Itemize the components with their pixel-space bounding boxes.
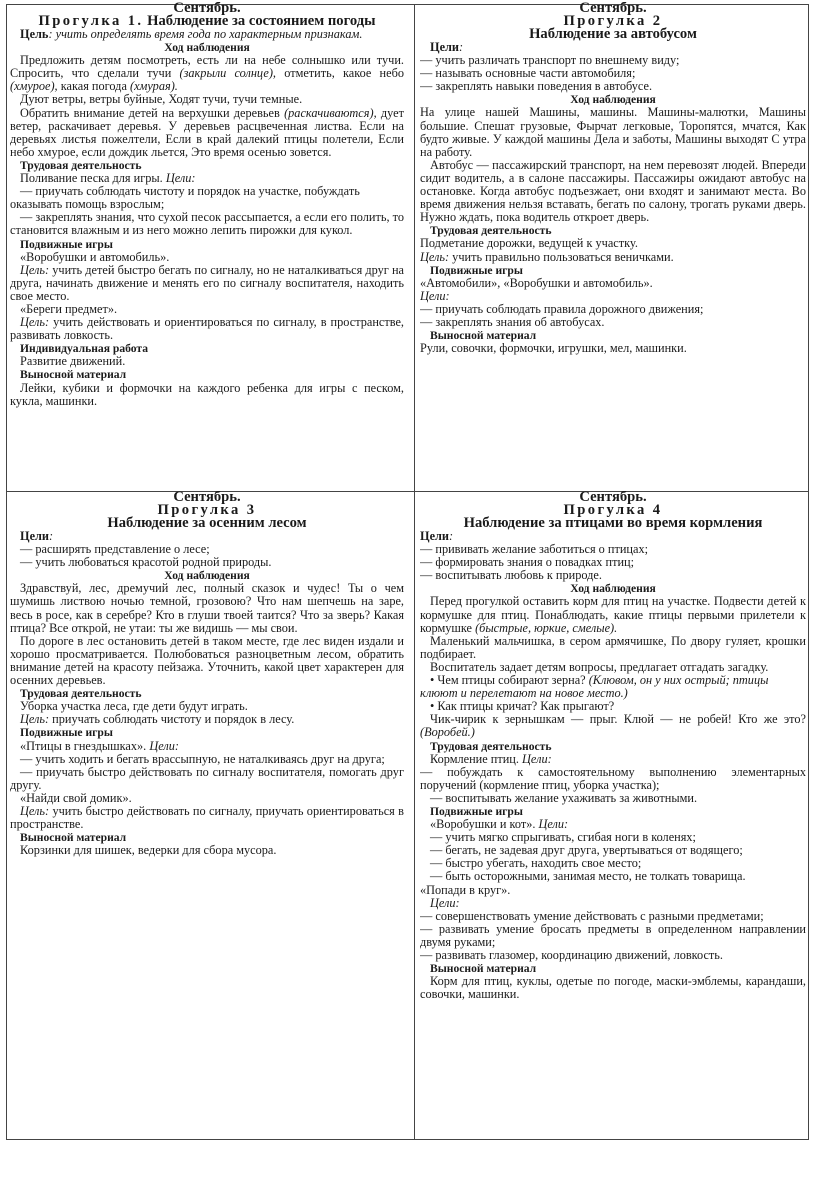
month-label: Сентябрь. xyxy=(579,491,647,505)
goal-item: — учить любоваться красотой родной природы. xyxy=(20,555,272,570)
walk-1-heading xyxy=(10,2,404,28)
game-goal: — учить ходить и бегать врассыпную, не наталкиваясь друг на друга; xyxy=(20,751,385,766)
game-name: «Береги предмет». xyxy=(20,301,118,316)
walk-title: Наблюдение за автобусом xyxy=(529,26,697,42)
goal-item: — называть основные части автомобиля; xyxy=(420,66,636,81)
walk-title: Наблюдение за птицами во время кормления xyxy=(463,515,763,531)
games-heading: Подвижные игры xyxy=(430,263,523,277)
month-label: Сентябрь. xyxy=(579,2,647,16)
goals-label: Цели xyxy=(420,529,450,543)
walk-number: Прогулка 4 xyxy=(563,502,663,518)
game-goal: — бегать, не задевая друг друга, увертываться от водящего; xyxy=(430,843,743,858)
goals-label: Цели xyxy=(430,40,460,54)
game-goal: — учить мягко спрыгивать, сгибая ноги в коленях; xyxy=(430,830,696,845)
goal-item: — прививать желание заботиться о птицах; xyxy=(420,542,649,557)
poem-text: Маленький мальчишка, в сером армячишке, По двору гуляет, крошки подбирает. xyxy=(420,633,806,661)
game-goal: — приучать быстро действовать по сигналу воспитателя, помогать друг другу. xyxy=(10,764,404,792)
walk-number: Прогулка 1. xyxy=(38,13,144,29)
game-goal: учить быстро действовать по сигналу, приучать ориентироваться в пространстве. xyxy=(10,803,404,832)
game-goals-label: Цели: xyxy=(538,817,569,832)
game-goals-label: Цели: xyxy=(430,895,460,910)
question-2: • Как птицы кричат? Как прыгают? xyxy=(430,699,615,714)
game-goals-label: Цели: xyxy=(420,288,450,303)
walk-1-cell xyxy=(10,2,404,484)
game-name: «Воробушки и автомобиль». xyxy=(20,249,170,264)
work-task: Уборка участка леса, где дети будут играть. xyxy=(20,699,248,714)
observation-paragraph: Воспитатель задает детям вопросы, предлагает отгадать загадку. xyxy=(430,659,769,674)
work-goal-label: Цель: xyxy=(420,249,450,264)
game-goal: учить детей быстро бегать по сигналу, но не наталкиваться друг на друга, начинать движение и менять его по сигналу воспитателя, находить свое место. xyxy=(10,262,404,303)
observation-heading: Ход наблюдения xyxy=(164,41,250,55)
observation-paragraph: Автобус — пассажирский транспорт, на нем перевозят людей. Впереди сидит водитель, а в салоне пассажиры. Пассажиры ожидают автобус на остановке. Когда автобус подъезжает, они входят и занимают места. Во время движения нельзя вставать, бегать по салону, трогать руками дверь. Нужно ждать, пока водитель откроет дверь. xyxy=(420,157,806,225)
work-task: Подметание дорожки, ведущей к участку. xyxy=(420,236,638,251)
materials-text: Рули, совочки, формочки, игрушки, мел, машинки. xyxy=(420,341,687,356)
work-goal: — воспитывать желание ухаживать за животными. xyxy=(430,790,698,805)
observation-heading: Ход наблюдения xyxy=(570,582,656,596)
materials-heading: Выносной материал xyxy=(430,962,537,976)
work-goal: приучать соблюдать чистоту и порядок в лесу. xyxy=(52,712,295,727)
work-heading: Трудовая деятельность xyxy=(430,224,552,238)
riddle-text: Чик-чирик к зернышкам — прыг. Клюй — не робей! Кто же это? (Воробей.) xyxy=(420,712,806,740)
individual-work-heading: Индивидуальная работа xyxy=(20,342,149,356)
goal-item: — учить различать транспорт по внешнему виду; xyxy=(420,53,680,68)
observation-paragraph-2: Обратить внимание детей на верхушки деревьев (раскачиваются), дует ветер, раскачивает деревья. У деревьев расцвеченная листва. Если на деревьях листья пожелтели, Если в край далекий птицы полетели, Если небо хмурое, если дождик льется, Это время осенью зовется. xyxy=(10,105,404,159)
game-name: «Автомобили», «Воробушки и автомобиль». xyxy=(420,275,653,290)
work-goal-label: Цель: xyxy=(20,712,50,727)
walk-2-heading xyxy=(420,2,806,41)
walk-title: Наблюдение за состоянием погоды xyxy=(147,13,376,29)
goal-item: — расширять представление о лесе; xyxy=(20,542,210,557)
games-heading: Подвижные игры xyxy=(20,237,113,251)
walk-title: Наблюдение за осенним лесом xyxy=(107,515,307,531)
observation-heading: Ход наблюдения xyxy=(164,569,250,583)
goal-item: — закреплять навыки поведения в автобусе. xyxy=(420,79,653,94)
goal-item: — воспитывать любовь к природе. xyxy=(420,568,602,583)
game-name: «Попади в круг». xyxy=(420,882,511,897)
work-goals-label: Цели: xyxy=(522,751,552,766)
work-heading: Трудовая деятельность xyxy=(20,158,142,172)
poem-text: На улице нашей Машины, машины. Машины-малютки, Машины большие. Спешат грузовые, Фырчат легковые, Торопятся, мчатся, Как будто живые. У каждой машины Дела и заботы, Машины выходят С утра на работу. xyxy=(420,105,806,159)
game-goal-label: Цель: xyxy=(20,262,50,277)
work-goals-label: Цели: xyxy=(165,171,196,186)
observation-paragraph: По дороге в лес остановить детей в таком месте, где лес виден издали и хорошо просматривается. Полюбоваться разноцветным лесом, обратить внимание детей на красоту пейзажа. Уточнить, какой цвет характерен для осенних деревьев. xyxy=(10,633,404,688)
column-divider xyxy=(414,5,415,1139)
materials-text: Корм для птиц, куклы, одетые по погоде, маски-эмблемы, карандаши, совочки, машинки. xyxy=(420,974,806,1002)
month-label: Сентябрь. xyxy=(173,2,241,16)
work-goal: — побуждать к самостоятельному выполнению элементарных поручений (кормление птиц, уборка участка); xyxy=(420,764,806,792)
work-goal: — закреплять знания, что сухой песок рассыпается, а если его полить, то становится влажным и из него можно лепить пирожки для кукол. xyxy=(10,210,404,238)
game-goal: — быстро убегать, находить свое место; xyxy=(430,856,642,871)
work-heading: Трудовая деятельность xyxy=(430,739,552,753)
month-label: Сентябрь. xyxy=(173,491,241,505)
games-heading: Подвижные игры xyxy=(20,726,113,740)
game-goals-label: Цели: xyxy=(149,738,179,753)
answer-text: клюют и перелетают на новое место.) xyxy=(420,686,628,701)
walk-number: Прогулка 2 xyxy=(563,13,663,29)
goals-label: Цели xyxy=(20,529,50,543)
materials-text: Лейки, кубики и формочки на каждого ребенка для игры с песком, кукла, машинки. xyxy=(10,380,404,408)
goal-label: Цель xyxy=(20,27,49,41)
observation-paragraph: Предложить детям посмотреть, есть ли на небе солнышко или тучи. Спросить, что сделали тучи (закрыли солнце), отметить, какое небо (хмурое), какая погода (хмурая). xyxy=(10,53,404,94)
games-heading: Подвижные игры xyxy=(430,804,523,818)
materials-heading: Выносной материал xyxy=(430,329,537,343)
walk-number: Прогулка 3 xyxy=(157,502,257,518)
poem-text: Дуют ветры, ветры буйные, Ходят тучи, тучи темные. xyxy=(20,92,303,107)
work-task: Кормление птиц. xyxy=(430,751,519,766)
work-task: Поливание песка для игры. xyxy=(20,171,163,186)
game-goal: учить действовать и ориентироваться по сигналу, в пространстве, развивать ловкость. xyxy=(10,315,404,343)
walk-2-cell: Сентябрь. Прогулка 2 Наблюдение за автобусом Цели: — учить различать транспорт по внешнему виду; — называть основные части автомобиля; — закреплять навыки поведения в автобусе. Ход наблюдения На улице нашей Машины, машины. Машины-малютки, Машины большие. Спешат грузовые, Фырчат легковые, Торопятся, мчатся, Как будто живые. У каждой машины Дела и заботы, Машины выходят С утра на работу. Автобус — пассажирский транспорт, на нем перевозят людей. Впереди сидит водитель, а в салоне пассажиры. Пассажиры ожидают автобус на остановке. Когда автобус подъезжает, они входят и занимают места. Во время движения нельзя вставать, бегать по салону, трогать руками дверь. Нужно ждать, пока водитель откроет дверь. Трудовая деятельность Подметание дорожки, ведущей к участку. Цель: учить правильно пользоваться веничками. Подвижные игры «Автомобили», «Воробушки и автомобиль». Цели: — приучать соблюдать правила дорожного движения; — закреплять знания об автобусах. Выносной материал Рули, совочки, формочки, игрушки, мел, машинки. xyxy=(420,2,806,356)
observation-paragraph: Перед прогулкой оставить корм для птиц на участке. Подвести детей к кормушке для птиц. Понаблюдать, какие птицы первыми прилетели к кормушке (быстрые, юркие, смелые). xyxy=(420,594,806,635)
work-goal: оказывать помощь взрослым; xyxy=(10,197,165,212)
walk-3-cell: Сентябрь. Прогулка 3 Наблюдение за осенним лесом Цели: — расширять представление о лесе; — учить любоваться красотой родной природы. Ход наблюдения Здравствуй, лес, дремучий лес, полный сказок и чудес! Ты о чем шумишь листвою ночью темной, грозовою? Что нам шепчешь на заре, весь в росе, как в серебре? Кто в глуши твоей таится? Что за зверь? Какая птица? Все открой, не утаи: ты же видишь — мы свои. По дороге в лес остановить детей в таком месте, где лес виден издали и хорошо просматривается. Полюбоваться разноцветным лесом, обратить внимание детей на красоту пейзажа. Уточнить, какой цвет характерен для осенних деревьев. Трудовая деятельность Уборка участка леса, где дети будут играть. Цель: приучать соблюдать чистоту и порядок в лесу. Подвижные игры «Птицы в гнездышках». Цели: — учить ходить и бегать врассыпную, не наталкиваясь друг на друга; — приучать быстро действовать по сигналу воспитателя, помогать друг другу. «Найди свой домик». Цель: учить быстро действовать по сигналу, приучать ориентироваться в пространстве. Выносной материал Корзинки для шишек, ведерки для сбора мусора. xyxy=(10,491,404,858)
game-goal-label: Цель: xyxy=(20,315,50,330)
walk-4-heading xyxy=(420,491,806,530)
individual-work-text: Развитие движений. xyxy=(20,354,126,369)
materials-text: Корзинки для шишек, ведерки для сбора мусора. xyxy=(20,843,277,858)
walk-3-heading xyxy=(10,491,404,530)
game-goal: — закреплять знания об автобусах. xyxy=(420,314,605,329)
work-heading: Трудовая деятельность xyxy=(20,687,142,701)
work-goal: — приучать соблюдать чистоту и порядок на участке, побуждать xyxy=(20,184,360,199)
game-name: «Птицы в гнездышках». xyxy=(20,738,147,753)
game-goal: — совершенствовать умение действовать с разными предметами; xyxy=(420,908,764,923)
game-goal: — развивать умение бросать предметы в определенном направлении двумя руками; xyxy=(420,921,806,949)
goal-text: : учить определять время года по характерным признакам. xyxy=(48,27,363,41)
walk-4-cell: Сентябрь. Прогулка 4 Наблюдение за птицами во время кормления Цели: — прививать желание заботиться о птицах; — формировать знания о повадках птиц; — воспитывать любовь к природе. Ход наблюдения Перед прогулкой оставить корм для птиц на участке. Подвести детей к кормушке для птиц. Понаблюдать, какие птицы первыми прилетели к кормушке (быстрые, юркие, смелые). Маленький мальчишка, в сером армячишке, По двору гуляет, крошки подбирает. Воспитатель задает детям вопросы, предлагает отгадать загадку. • Чем птицы собирают зерна? (Клювом, он у них острый; птицы клюют и перелетают на новое место.) • Как птицы кричат? Как прыгают? Чик-чирик к зернышкам — прыг. Клюй — не робей! Кто же это? (Воробей.) Трудовая деятельность Кормление птиц. Цели: — побуждать к самостоятельному выполнению элементарных поручений (кормление птиц, уборка участка); — воспитывать желание ухаживать за животными. Подвижные игры «Воробушки и кот». Цели: — учить мягко спрыгивать, сгибая ноги в коленях; — бегать, не задевая друг друга, увертываться от водящего; — быстро убегать, находить свое место; — быть осторожными, занимая место, не толкать товарища. «Попади в круг». Цели: — совершенствовать умение действовать с разными предметами; — развивать умение бросать предметы в определенном направлении двумя руками; — развивать глазомер, координацию движений, ловкость. Выносной материал Корм для птиц, куклы, одетые по погоде, маски-эмблемы, карандаши, совочки, машинки. xyxy=(420,491,806,1002)
question-1: • Чем птицы собирают зерна? (Клювом, он у них острый; птицы xyxy=(430,673,769,688)
game-goal-label: Цель: xyxy=(20,803,50,818)
game-goal: — приучать соблюдать правила дорожного движения; xyxy=(420,301,704,316)
materials-heading: Выносной материал xyxy=(20,831,127,845)
game-name: «Найди свой домик». xyxy=(20,790,132,805)
work-goal: учить правильно пользоваться веничками. xyxy=(452,249,674,264)
observation-heading: Ход наблюдения xyxy=(570,93,656,107)
poem-text: Здравствуй, лес, дремучий лес, полный сказок и чудес! Ты о чем шумишь листвою ночью темной, грозовою? Что нам шепчешь на заре, весь в росе, как в серебре? Кто в глуши твоей таится? Что за зверь? Какая птица? Все открой, не утаи: ты же видишь — мы свои. xyxy=(10,581,404,635)
game-name: «Воробушки и кот». xyxy=(430,817,536,832)
materials-heading: Выносной материал xyxy=(20,368,127,382)
goal-item: — формировать знания о повадках птиц; xyxy=(420,555,635,570)
game-goal: — быть осторожными, занимая место, не толкать товарища. xyxy=(430,869,746,884)
game-goal: — развивать глазомер, координацию движений, ловкость. xyxy=(420,948,723,962)
